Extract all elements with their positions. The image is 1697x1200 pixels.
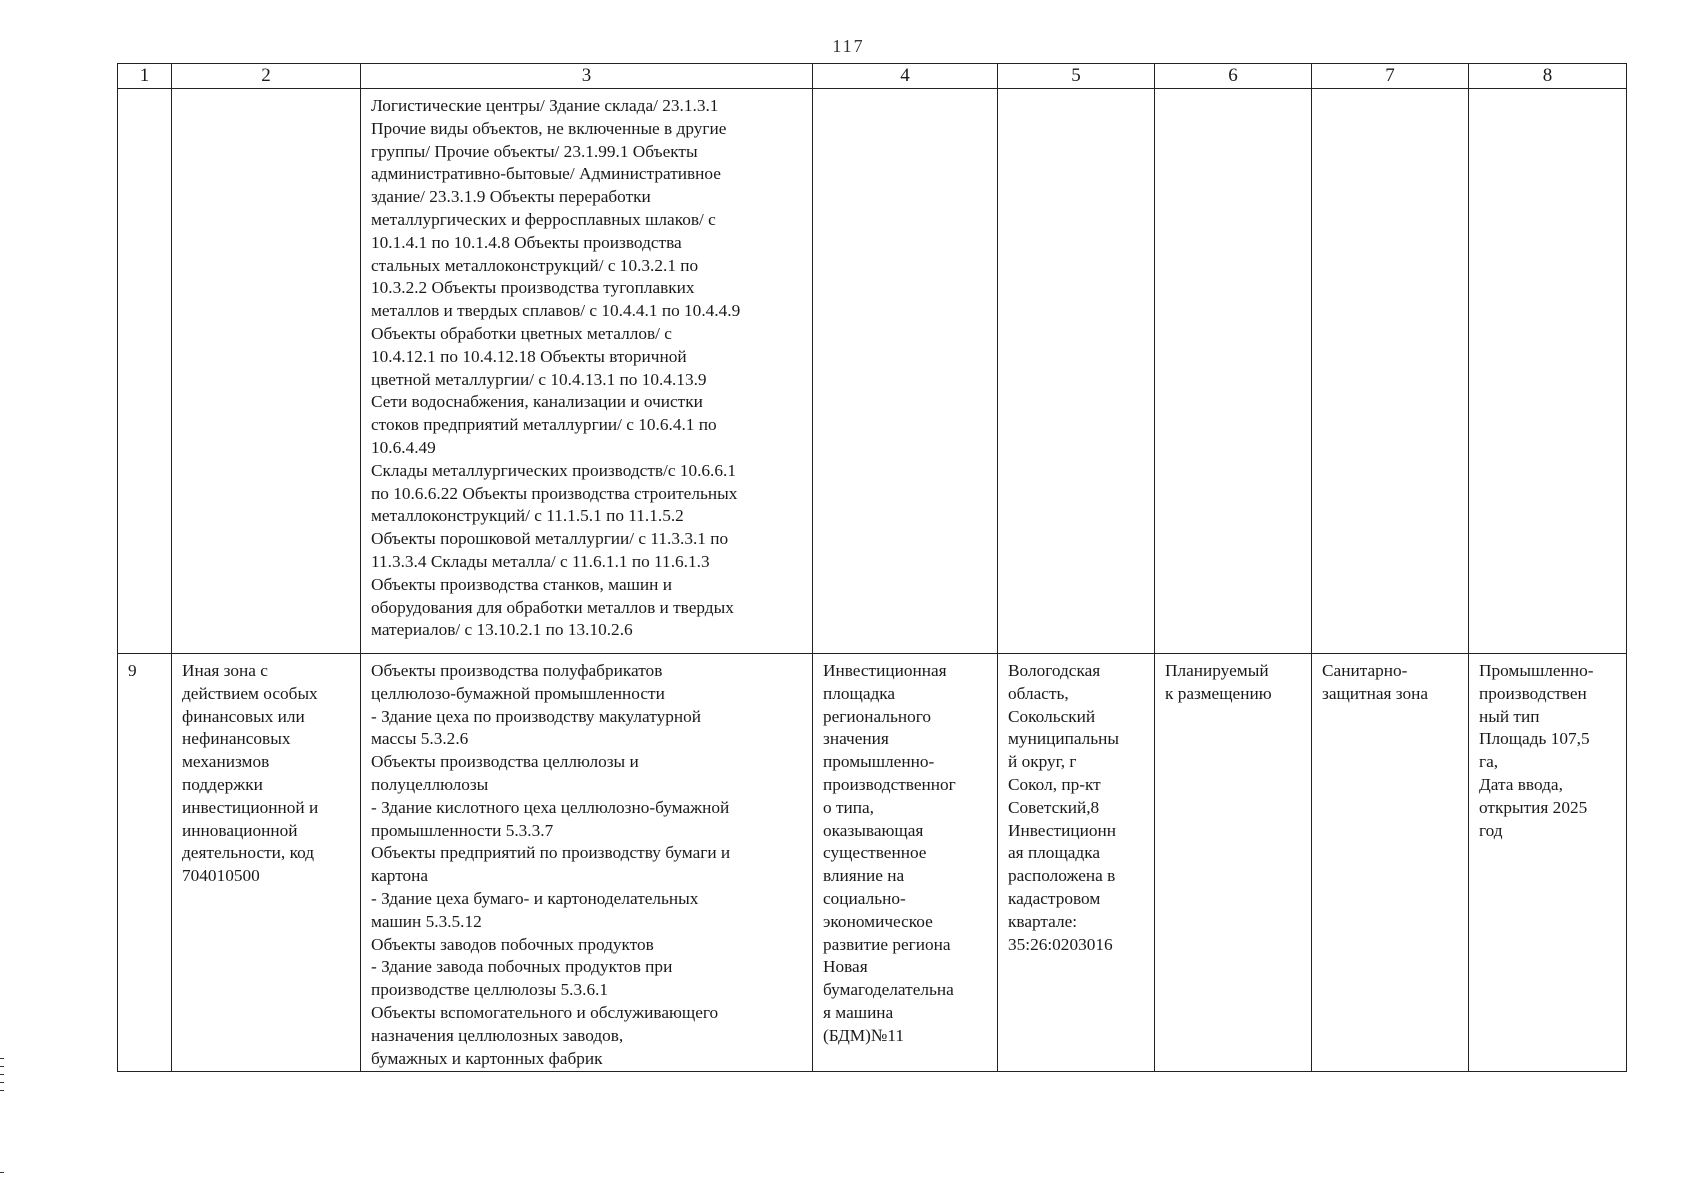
text-line: 10.4.12.1 по 10.4.12.18 Объекты вторичной xyxy=(371,346,687,366)
cell-empty xyxy=(172,89,361,654)
text-line: металлургических и ферросплавных шлаков/ с xyxy=(371,209,716,229)
scan-edge-mark xyxy=(0,1058,4,1059)
scan-edge-mark xyxy=(0,1066,4,1067)
column-header: 7 xyxy=(1312,64,1469,89)
text-line: Объекты производства целлюлозы и xyxy=(371,752,639,772)
text-line: Дата ввода, xyxy=(1479,774,1563,794)
text-line: полуцеллюлозы xyxy=(371,774,489,794)
cell-empty xyxy=(118,89,172,654)
text-line: металлов и твердых сплавов/ с 10.4.4.1 по 10.4.4.9 xyxy=(371,301,741,321)
text-line: картона xyxy=(371,866,429,886)
text-line: инновационной xyxy=(182,820,298,840)
text-line: административно-бытовые/ Административное xyxy=(371,164,721,184)
text-line: промышленно- xyxy=(823,752,935,772)
column-header: 2 xyxy=(172,64,361,89)
cell-empty xyxy=(998,89,1155,654)
text-line: открытия 2025 xyxy=(1479,797,1588,817)
text-line: механизмов xyxy=(182,752,270,772)
text-line: Планируемый xyxy=(1165,661,1269,680)
text-line: к размещению xyxy=(1165,683,1272,703)
text-line: Советский,8 xyxy=(1008,797,1100,817)
cell-location xyxy=(998,654,1155,1072)
cell-empty xyxy=(1155,89,1312,654)
text-line: - Здание цеха бумаго- и картоноделательных xyxy=(371,888,699,908)
text-line: значения xyxy=(823,729,889,749)
text-line: Сокол, пр-кт xyxy=(1008,774,1101,794)
text-line: цветной металлургии/ с 10.4.13.1 по 10.4.13.9 xyxy=(371,369,707,389)
text-line: Объекты предприятий по производству бумаги и xyxy=(371,843,731,863)
column-header: 5 xyxy=(998,64,1155,89)
table-row-9 xyxy=(118,654,1627,1072)
text-line: производстве целлюлозы 5.3.6.1 xyxy=(371,980,609,1000)
text-line: Объекты вспомогательного и обслуживающего xyxy=(371,1002,719,1022)
text-line: Логистические центры/ Здание склада/ 23.1.3.1 xyxy=(371,96,719,115)
text-line: Сети водоснабжения, канализации и очистки xyxy=(371,392,703,412)
column-header: 8 xyxy=(1469,64,1627,89)
text-line: бумажных и картонных фабрик xyxy=(371,1048,603,1068)
text-line: Объекты производства полуфабрикатов xyxy=(371,661,663,680)
text-line: влияние на xyxy=(823,866,905,886)
cell-purpose xyxy=(813,654,998,1072)
scan-edge-mark xyxy=(0,1090,4,1091)
text-line: поддержки xyxy=(182,774,263,794)
text-line: целлюлозо-бумажной промышленности xyxy=(371,683,665,703)
text-line: оказывающая xyxy=(823,820,924,840)
column-header: 6 xyxy=(1155,64,1312,89)
text-line: год xyxy=(1479,820,1503,840)
text-line: Склады металлургических производств/с 10.6.6.1 xyxy=(371,460,736,480)
text-line: я машина xyxy=(823,1002,894,1022)
text-line: - Здание цеха по производству макулатурной xyxy=(371,706,701,726)
text-line: Санитарно- xyxy=(1322,661,1408,680)
text-line: 10.1.4.1 по 10.1.4.8 Объекты производства xyxy=(371,232,682,252)
text-line: регионального xyxy=(823,706,932,726)
text-line: по 10.6.6.22 Объекты производства строительных xyxy=(371,483,738,503)
text-line: Сокольский xyxy=(1008,706,1096,726)
text-line: массы 5.3.2.6 xyxy=(371,729,469,749)
text-line: финансовых или xyxy=(182,706,305,726)
text-line: деятельности, код xyxy=(182,843,315,863)
text-line: расположена в xyxy=(1008,866,1116,886)
text-line: группы/ Прочие объекты/ 23.1.99.1 Объекты xyxy=(371,141,698,161)
text-line: й округ, г xyxy=(1008,752,1077,772)
text-line: область, xyxy=(1008,683,1069,703)
cell-empty xyxy=(1469,89,1627,654)
text-line: кадастровом xyxy=(1008,888,1101,908)
text-line: здание/ 23.3.1.9 Объекты переработки xyxy=(371,187,651,207)
column-number-row xyxy=(118,64,1627,89)
text-line: Промышленно- xyxy=(1479,661,1594,680)
text-line: Инвестиционн xyxy=(1008,820,1116,840)
text-line: Прочие виды объектов, не включенные в другие xyxy=(371,118,727,138)
cell-object-types xyxy=(361,89,813,654)
text-line: Иная зона с xyxy=(182,661,268,680)
text-line: Площадь 107,5 xyxy=(1479,729,1590,749)
scan-edge-mark xyxy=(0,1082,4,1083)
cell-zone-type xyxy=(1312,654,1469,1072)
cell-characteristics xyxy=(1469,654,1627,1072)
cell-empty xyxy=(1312,89,1469,654)
text-line: назначения целлюлозных заводов, xyxy=(371,1025,624,1045)
text-line: 11.3.3.4 Склады металла/ с 11.6.1.1 по 11.6.1.3 xyxy=(371,551,710,571)
text-line: квартале: xyxy=(1008,911,1078,931)
text-line: ный тип xyxy=(1479,706,1540,726)
text-line: производствен xyxy=(1479,683,1587,703)
text-line: га, xyxy=(1479,752,1499,772)
cell-row-number: 9 xyxy=(118,654,172,1072)
text-line: социально- xyxy=(823,888,906,908)
text-line: развитие региона xyxy=(823,934,951,954)
text-line: производственног xyxy=(823,774,956,794)
page-number: 117 xyxy=(832,36,865,56)
text-line: о типа, xyxy=(823,797,874,817)
scan-edge-mark xyxy=(0,1074,4,1075)
text-line: 704010500 xyxy=(182,866,260,886)
text-line: существенное xyxy=(823,843,927,863)
text-line: Новая xyxy=(823,957,868,977)
table-row-continuation xyxy=(118,89,1627,654)
text-line: Объекты порошковой металлургии/ с 11.3.3.1 по xyxy=(371,529,729,549)
text-line: экономическое xyxy=(823,911,933,931)
text-line: муниципальны xyxy=(1008,729,1120,749)
text-line: (БДМ)№11 xyxy=(823,1025,905,1045)
text-line: защитная зона xyxy=(1322,683,1429,703)
text-line: Объекты заводов побочных продуктов xyxy=(371,934,654,954)
text-line: Объекты обработки цветных металлов/ с xyxy=(371,323,672,343)
scan-edge-mark xyxy=(0,1172,4,1173)
column-header: 4 xyxy=(813,64,998,89)
text-line: 10.6.4.49 xyxy=(371,437,436,457)
cell-empty xyxy=(813,89,998,654)
text-line: - Здание кислотного цеха целлюлозно-бумажной xyxy=(371,797,730,817)
text-line: 35:26:0203016 xyxy=(1008,934,1113,954)
text-line: материалов/ с 13.10.2.1 по 13.10.2.6 xyxy=(371,620,633,640)
text-line: стоков предприятий металлургии/ с 10.6.4.1 по xyxy=(371,415,717,435)
text-line: бумагоделательна xyxy=(823,980,954,1000)
text-line: машин 5.3.5.12 xyxy=(371,911,482,931)
text-line: Вологодская xyxy=(1008,661,1101,680)
text-line: металлоконструкций/ с 11.1.5.1 по 11.1.5.2 xyxy=(371,506,684,526)
text-line: 10.3.2.2 Объекты производства тугоплавких xyxy=(371,278,695,298)
text-line: - Здание завода побочных продуктов при xyxy=(371,957,673,977)
text-line: инвестиционной и xyxy=(182,797,319,817)
text-line: Инвестиционная xyxy=(823,661,947,680)
text-line: оборудования для обработки металлов и твердых xyxy=(371,597,734,617)
column-header: 1 xyxy=(118,64,172,89)
text-line: действием особых xyxy=(182,683,318,703)
cell-object-types xyxy=(361,654,813,1072)
cell-zone-name xyxy=(172,654,361,1072)
cell-status xyxy=(1155,654,1312,1072)
text-line: нефинансовых xyxy=(182,729,291,749)
text-line: площадка xyxy=(823,683,896,703)
text-line: стальных металлоконструкций/ с 10.3.2.1 по xyxy=(371,255,699,275)
text-line: Объекты производства станков, машин и xyxy=(371,574,672,594)
column-header: 3 xyxy=(361,64,813,89)
text-line: промышленности 5.3.3.7 xyxy=(371,820,554,840)
text-line: ая площадка xyxy=(1008,843,1101,863)
zones-registry-table xyxy=(117,63,1627,1072)
